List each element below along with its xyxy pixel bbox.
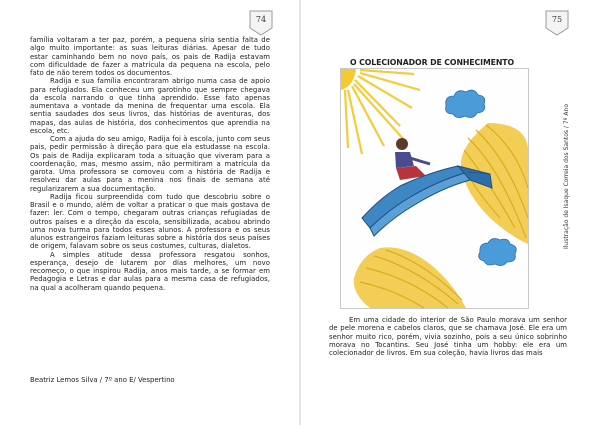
page-number-badge [544, 10, 570, 36]
paragraph: Radija ficou surpreendida com tudo que descobriu sobre o Brasil e o mundo, além de voltar a praticar o que mais gostava de fazer: ler. Com o tempo, chegaram outras crianças refugiadas de outros países e a direção da escola, sensibilizada, acabou abrindo uma nova turma para todos esses alunos. A professora e os seus alunos estrangeiros faziam leituras sobre a história dos seus países de origem, falavam sobre os seus costumes, culturas, dialetos. [30, 192, 270, 251]
story-body-text [329, 316, 567, 357]
author-signature: Beatriz Lemos Silva / 7º ano E/ Vespertino [30, 376, 175, 384]
left-page [0, 0, 299, 425]
illustration-credit: Ilustração de Isaque Correia dos Santos / 7º Ano [563, 104, 570, 250]
page-number: 75 [551, 15, 563, 24]
paragraph: A simples atitude dessa professora resgatou sonhos, esperança, desejo de lutarem por dias melhores, um novo recomeço, o que inspirou Radija, anos mais tarde, a se formar em Pedagogia e Letras e dar aulas para a mesma casa de refugiados, na qual a acolheram quando pequena. [30, 250, 270, 292]
story-illustration [340, 68, 529, 309]
paragraph: família voltaram a ter paz, porém, a pequena síria sentia falta de algo muito importante: as suas leituras diárias. Apesar de tudo estar caminhando bem no novo país, os pais de Radija estavam com dificuldade de fazer a matrícula da pequena na escola, pelo fato de não terem todos os documentos. [30, 36, 270, 77]
paragraph: Em uma cidade do interior de São Paulo morava um senhor de pele morena e cabelos claros, que se chamava José. Ele era um senhor muito rico, porém, vivia sozinho, pois a seu único sobrinho morava no Tocantins. Seu José tinha um hobby: ele era um colecionador de livros. Em sua coleção, havia livros das mais [329, 316, 567, 357]
story-title: O COLECIONADOR DE CONHECIMENTO [349, 58, 515, 67]
page-number: 74 [255, 15, 267, 24]
page-number-badge [248, 10, 274, 36]
paragraph: Com a ajuda do seu amigo, Radija foi à escola, junto com seus pais, pedir permissão à direção para que ela estudasse na escola. Os pais de Radija explicaram toda a situação que viveram para a coordenação, mas, mesmo assim, não permitiram a matrícula da garota. Uma professora se comoveu com a história de Radija e resolveu dar aulas para a menina nos finais de semana até regularizarem a sua documentação. [30, 135, 270, 193]
right-page [301, 0, 600, 425]
paragraph: Radija e sua família encontraram abrigo numa casa de apoio para refugiados. Ela conheceu um garotinho que sempre chegava da escola narrando o que tinha aprendido. Esse fato apenas aumentava a vontade da menina de frequentar uma escola. Ela sentia saudades dos seus livros, das histórias de aventuras, dos mapas, das aulas de história, dos conhecimentos que aprendia na escola, etc. [30, 77, 270, 135]
story-body-text [30, 36, 270, 292]
